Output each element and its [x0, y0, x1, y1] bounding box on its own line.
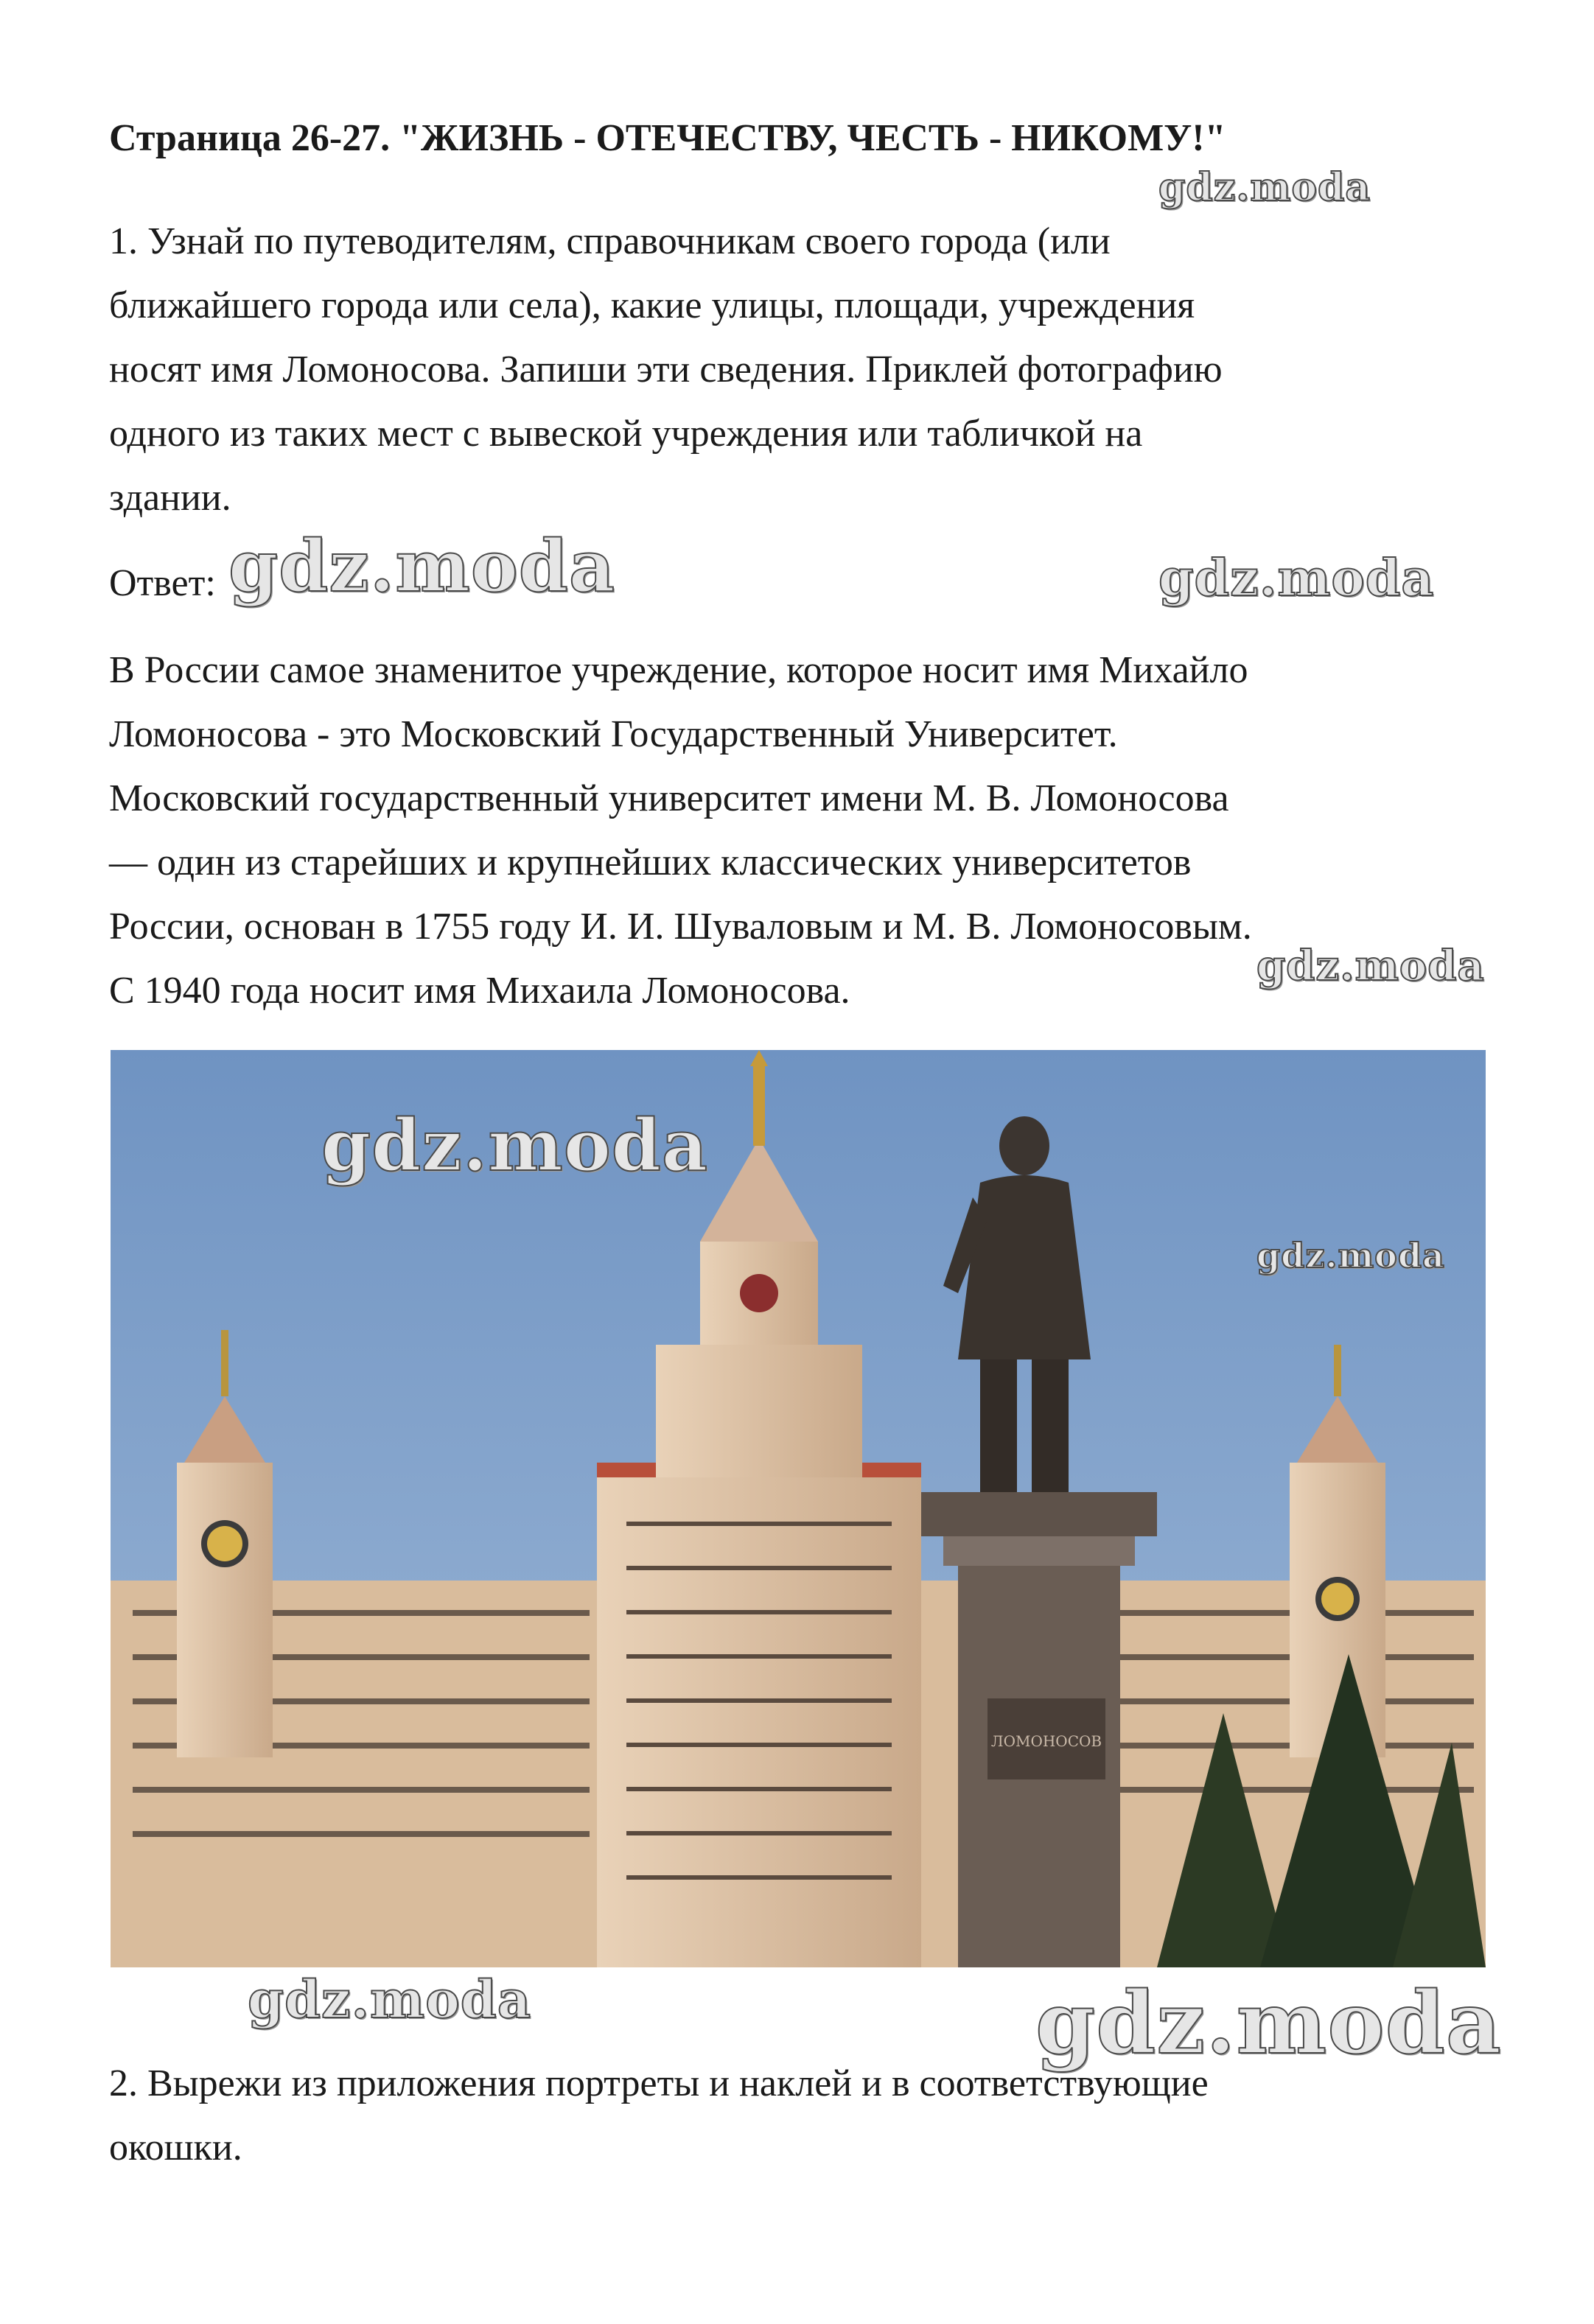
watermark: gdz.moda: [248, 1969, 532, 2030]
watermark: gdz.moda: [1158, 165, 1371, 210]
text-line: носят имя Ломоносова. Запиши эти сведения. Приклей фотографию: [109, 349, 1223, 391]
text-line: — один из старейших и крупнейших классических университетов: [109, 841, 1192, 883]
watermark: gdz.moda: [1256, 942, 1485, 990]
watermark: gdz.moda: [1035, 1973, 1502, 2073]
task-1-text: [109, 209, 1495, 530]
text-line: С 1940 года носит имя Михаила Ломоносова.: [109, 970, 850, 1012]
watermark: gdz.moda: [1256, 1236, 1445, 1275]
plaque-text: ЛОМОНОСОВ: [990, 1732, 1102, 1750]
text-line: окошки.: [109, 2127, 242, 2169]
text-line: одного из таких мест с вывеской учреждения или табличкой на: [109, 413, 1143, 455]
answer-label: Ответ:: [109, 562, 216, 604]
text-line: здании.: [109, 477, 231, 519]
msu-building-illustration: [111, 1050, 1486, 1967]
text-line: Ломоносова - это Московский Государственный Университет.: [109, 713, 1118, 755]
watermark: gdz.moda: [1158, 549, 1435, 608]
task-2-text: [109, 2051, 1495, 2180]
watermark: gdz.moda: [321, 1104, 709, 1187]
text-line: 1. Узнай по путеводителям, справочникам своего города (или: [109, 220, 1111, 262]
text-line: Московский государственный университет имени М. В. Ломоносова: [109, 777, 1229, 819]
watermark: gdz.moda: [228, 525, 616, 608]
page-heading: Страница 26-27. "ЖИЗНЬ - ОТЕЧЕСТВУ, ЧЕСТЬ - НИКОМУ!": [109, 117, 1226, 159]
text-line: ближайшего города или села), какие улицы, площади, учреждения: [109, 284, 1195, 326]
text-line: В России самое знаменитое учреждение, которое носит имя Михайло: [109, 649, 1248, 691]
text-line: России, основан в 1755 году И. И. Шуваловым и М. В. Ломоносовым.: [109, 906, 1252, 948]
msu-photo: [111, 1050, 1486, 1967]
text-line: 2. Вырежи из приложения портреты и наклей и в соответствующие: [109, 2062, 1209, 2104]
